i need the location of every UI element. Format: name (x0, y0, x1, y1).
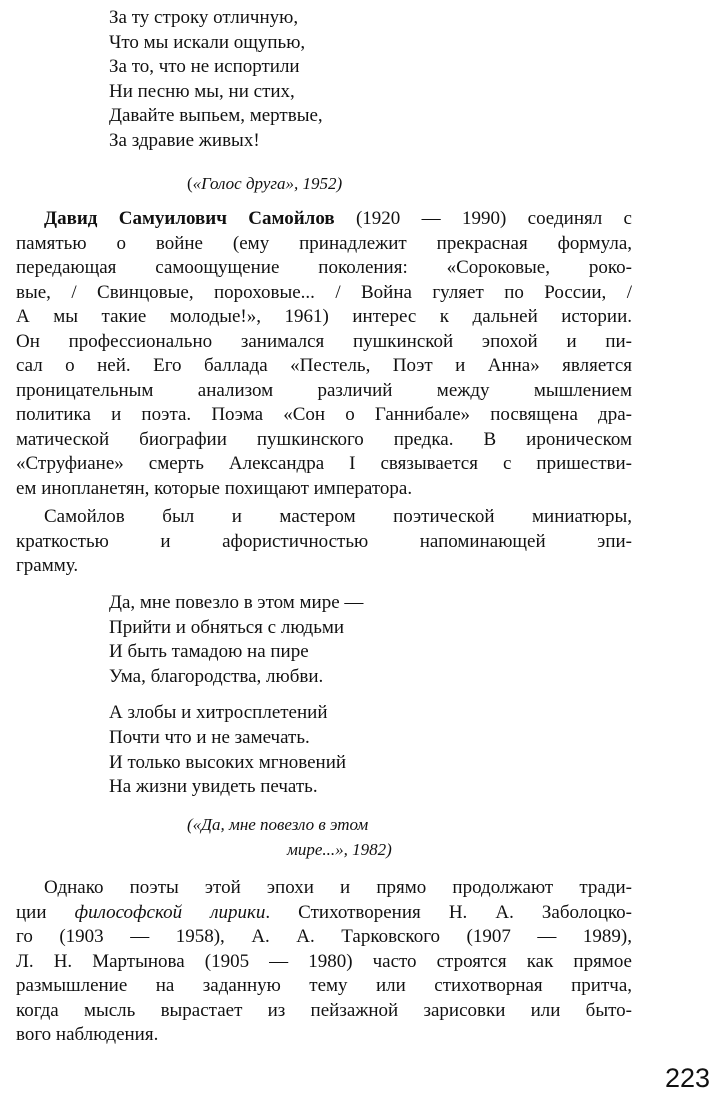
paragraph-line: вого наблюдения. (16, 1024, 159, 1045)
page-number: 223 (664, 1063, 710, 1093)
paragraph-miniature (16, 505, 632, 579)
paragraph-text: (1920 — 1990) соединял с (334, 208, 632, 229)
paragraph-line: размышление на заданную тему или стихотворная притча, (16, 975, 632, 996)
poem-line: За то, что не испортили (109, 56, 300, 78)
poem-line: А злобы и хитросплетений (109, 702, 328, 724)
paragraph-line: политика и поэта. Поэма «Сон о Ганнибале» посвящена дра- (16, 404, 632, 425)
source-open-paren: ( (187, 174, 193, 193)
source-year: , 1952) (294, 174, 343, 193)
poem-line: Давайте выпьем, мертвые, (109, 105, 323, 127)
paragraph-line: проницательным анализом различий между мышлением (16, 379, 632, 401)
poem-excerpt-1 (109, 6, 323, 154)
paragraph-line: «Струфиане» смерть Александра I связывается с пришестви- (16, 453, 632, 474)
term-philosophical-lyrics: философской лирики (74, 901, 266, 923)
paragraph-line: сал о ней. Его баллада «Пестель, Поэт и Анна» является (16, 355, 632, 376)
poem-line: За ту строку отличную, (109, 7, 299, 28)
source-title: («Да, мне повезло в этом (187, 815, 369, 834)
paragraph-line: ем инопланетян, которые похищают императора. (16, 477, 413, 499)
poem-line: Почти что и не замечать. (109, 726, 310, 748)
poem-excerpt-2 (109, 591, 363, 800)
paragraph-line: А мы такие молодые!», 1961) интерес к дальней истории. (16, 306, 632, 327)
paragraph-line: Самойлов был и мастером поэтической миниатюры, (44, 506, 632, 527)
paragraph-line: передающая самоощущение поколения: «Сороковые, роко- (16, 257, 632, 278)
source-title: «Голос друга» (192, 174, 295, 193)
poem-source-2-line2 (287, 840, 392, 860)
poem-line: Ни песню мы, ни стих, (109, 80, 295, 102)
source-year: , 1982) (343, 840, 392, 859)
paragraph-line: го (1903 — 1958), А. А. Тарковского (1907 — 1989), (16, 926, 632, 947)
poem-line: За здравие живых! (109, 129, 260, 151)
poem-source-2-line1 (187, 815, 368, 835)
poem-line: На жизни увидеть печать. (109, 776, 318, 798)
paragraph-line: когда мысль вырастает из пейзажной зарисовки или быто- (16, 999, 632, 1021)
poem-line: Да, мне повезло в этом мире — (109, 592, 364, 613)
poem-line: И только высоких мгновений (109, 751, 347, 773)
paragraph-line: вые, / Свинцовые, пороховые... / Война гуляет по России, / (16, 281, 632, 303)
source-title: мире...» (287, 840, 344, 859)
paragraph-samoilov-bio (16, 207, 632, 501)
paragraph-line (16, 207, 632, 232)
poem-line: Что мы искали ощупью, (109, 31, 306, 53)
paragraph-line (16, 901, 632, 926)
paragraph-line: Он профессионально занимался пушкинской эпохой и пи- (16, 330, 632, 352)
paragraph-line: матической биографии пушкинского предка. В ироническом (16, 428, 632, 450)
paragraph-philosophical-lyrics (16, 876, 632, 1048)
poem-line: Прийти и обняться с людьми (109, 616, 345, 638)
paragraph-line: памятью о войне (ему принадлежит прекрасная формула, (16, 232, 632, 254)
poem-line: И быть тамадою на пире (109, 641, 309, 663)
paragraph-line: Л. Н. Мартынова (1905 — 1980) часто строятся как прямое (16, 950, 632, 972)
paragraph-line: Однако поэты этой эпохи и прямо продолжают тради- (44, 877, 632, 898)
paragraph-text: ции (16, 901, 75, 923)
poem-source-1 (187, 174, 342, 194)
paragraph-line: грамму. (16, 555, 79, 576)
author-name: Давид Самуилович Самойлов (44, 208, 335, 229)
stanza-gap (109, 689, 363, 701)
paragraph-text: . Стихотворения Н. А. Заболоцко- (265, 901, 632, 923)
poem-line: Ума, благородства, любви. (109, 665, 324, 687)
paragraph-line: краткостью и афористичностью напоминающей эпи- (16, 530, 632, 552)
